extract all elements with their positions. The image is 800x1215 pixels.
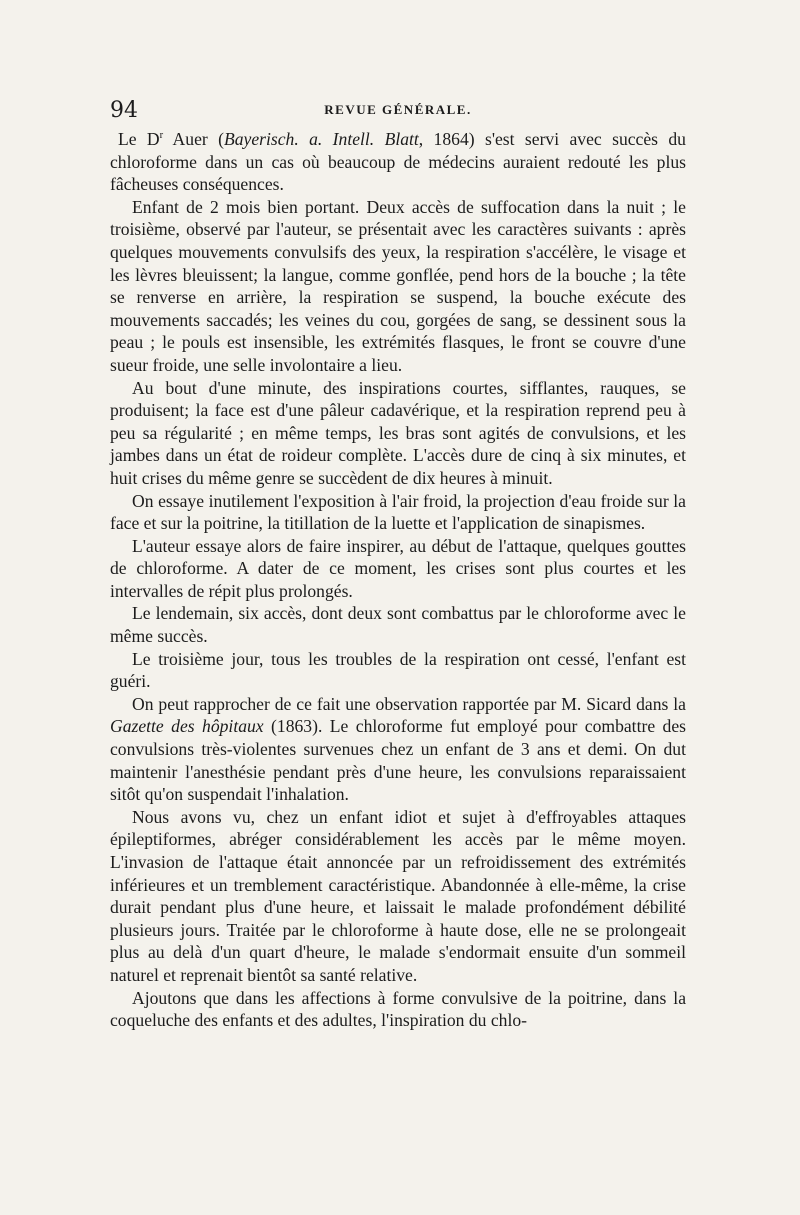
paragraph-7: Le troisième jour, tous les troubles de la respiration ont cessé, l'enfant est guéri.: [110, 648, 686, 692]
body-text: [110, 128, 686, 1032]
journal-title: Gazette des hôpitaux: [110, 716, 264, 737]
document-page: [110, 98, 686, 1032]
superscript: r: [159, 130, 164, 142]
paragraph-5: L'auteur essaye alors de faire inspirer, au début de l'attaque, quelques gouttes de chloroforme. A dater de ce moment, les crises sont plus courtes et les intervalles de répit plus prolongés.: [110, 535, 686, 601]
running-header: [110, 98, 686, 122]
paragraph-2: Enfant de 2 mois bien portant. Deux accès de suffocation dans la nuit ; le troisième, observé par l'auteur, se présentait avec les caractères suivants : après quelques mouvements convulsifs des yeux, la respiration s'accélère, le visage et les lèvres bleuissent; la langue, comme gonflée, pend hors de la bouche ; la tête se renverse en arrière, la respiration se suspend, la bouche exécute des mouvements saccadés; les veines du cou, gorgées de sang, se dessinent sous la peau ; le pouls est insensible, les extrémités flasques, le front se couvre d'une sueur froide, une selle involontaire a lieu.: [110, 196, 686, 375]
page-number: 94: [110, 98, 138, 123]
paragraph-9: Nous avons vu, chez un enfant idiot et sujet à d'effroyables attaques épileptiformes, abréger considérablement les accès par le même moyen. L'invasion de l'attaque était annoncée par un refroidissement des extrémités inférieures et un tremblement caractéristique. Abandonnée à elle-même, la crise durait pendant plus d'une heure, et laissait le malade profondément débilité plusieurs jours. Traitée par le chloroforme à haute dose, elle ne se prolongeait plus au delà d'un quart d'heure, le malade s'endormait ensuite d'un sommeil naturel et reprenait bientôt sa santé relative.: [110, 806, 686, 985]
paragraph-1: Le $D^r$ Auer (Bayerisch. a. Intell. Blatt, 1864) s'est servi avec succès du chloroforme dans un cas où beaucoup de médecins auraient redouté les plus fâcheuses conséquences.: [110, 129, 686, 195]
paragraph-8: On peut rapprocher de ce fait une observation rapportée par M. Sicard dans la Gazette des hôpitaux (1863). Le chloroforme fut employé pour combattre des convulsions très-violentes survenues chez un enfant de 3 ans et demi. On dut maintenir l'anesthésie pendant près d'une heure, les convulsions reparaissaient sitôt qu'on suspendait l'inhalation.: [110, 693, 687, 805]
running-title: REVUE GÉNÉRALE.: [324, 102, 472, 117]
paragraph-4: On essaye inutilement l'exposition à l'air froid, la projection d'eau froide sur la face et sur la poitrine, la titillation de la luette et l'application de sinapismes.: [110, 490, 686, 534]
paragraph-6: Le lendemain, six accès, dont deux sont combattus par le chloroforme avec le même succès.: [110, 603, 686, 647]
paragraph-3: Au bout d'une minute, des inspirations courtes, sifflantes, rauques, se produisent; la face est d'une pâleur cadavérique, et la respiration reprend peu à peu sa régularité ; en même temps, les bras sont agités de convulsions, et les jambes dans un état de roideur complète. L'accès dure de cinq à six minutes, et huit crises du même genre se succèdent de dix heures à minuit.: [110, 377, 686, 488]
journal-title: Bayerisch. a. Intell. Blatt: [223, 129, 419, 149]
paragraph-10: Ajoutons que dans les affections à forme convulsive de la poitrine, dans la coqueluche des enfants et des adultes, l'inspiration du chlo-: [110, 987, 686, 1031]
